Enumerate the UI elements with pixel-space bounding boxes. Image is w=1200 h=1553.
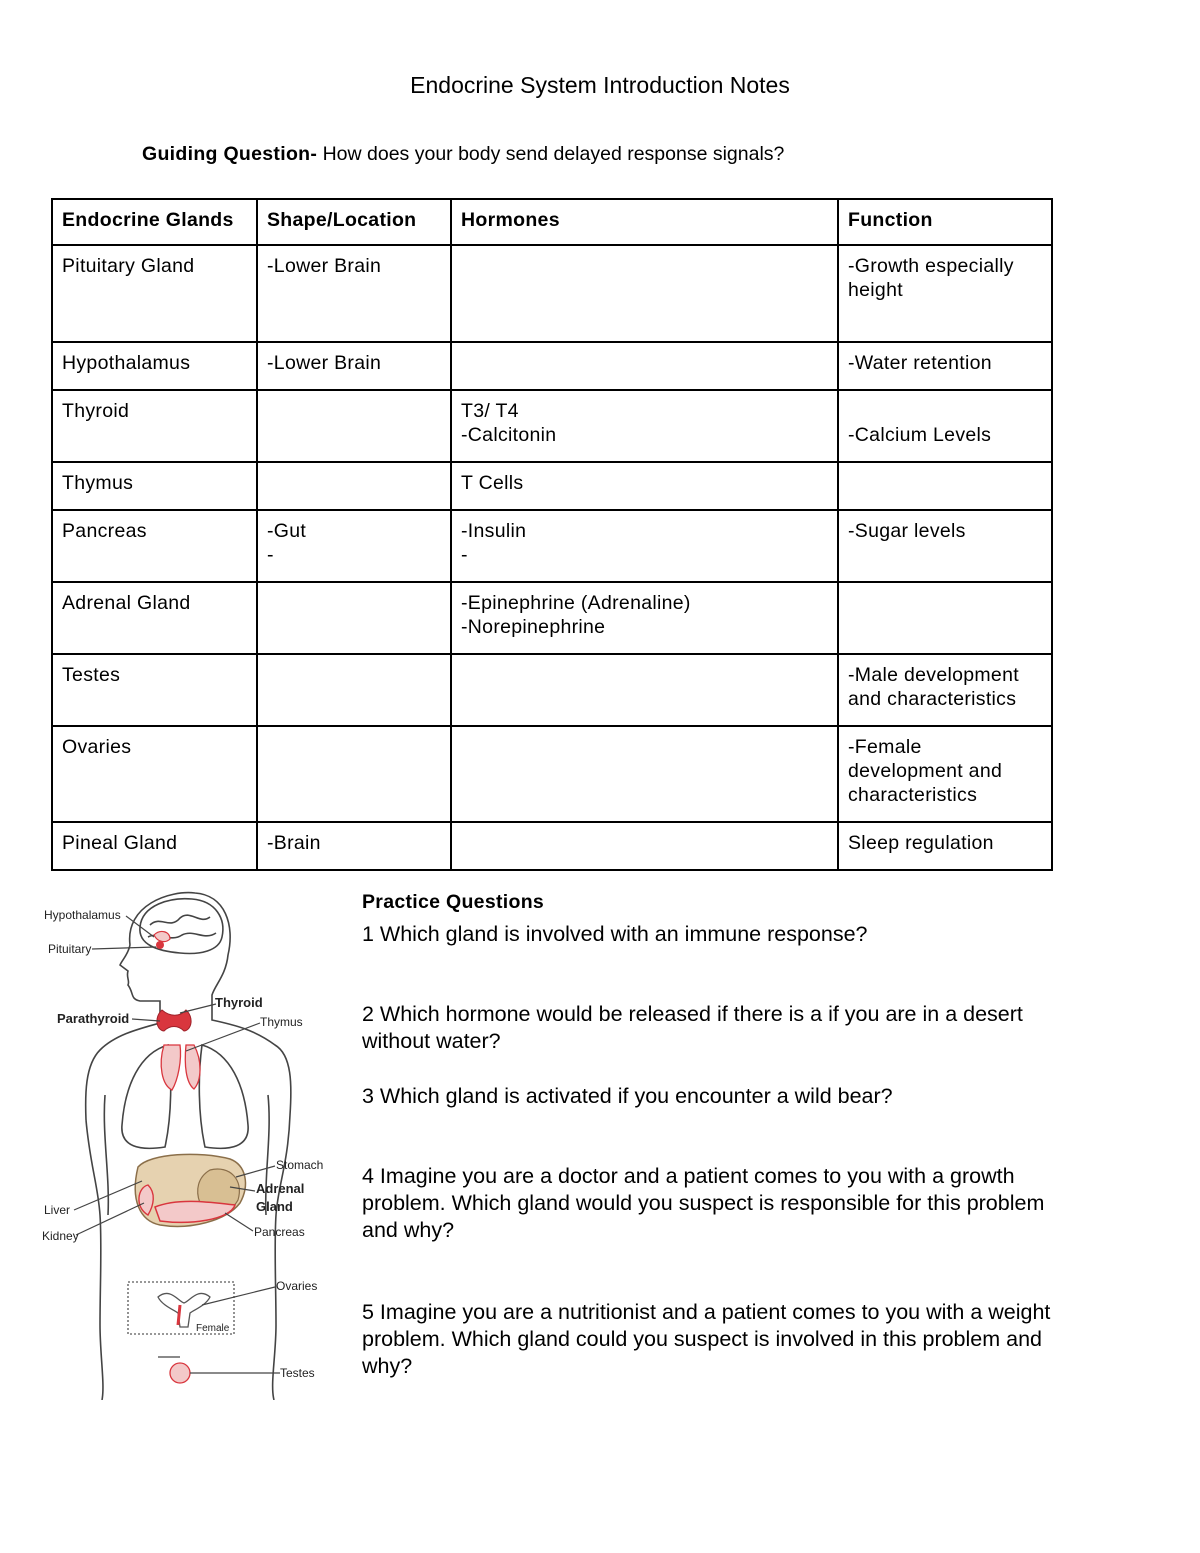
gland-location <box>257 822 451 870</box>
header-location: Shape/Location <box>257 199 451 245</box>
label-thymus: Thymus <box>260 1015 303 1029</box>
gland-hormones <box>451 510 838 582</box>
gland-location <box>257 726 451 822</box>
table-row <box>52 726 1052 822</box>
gland-name: Pituitary Gland <box>52 245 257 342</box>
practice-questions <box>362 891 1062 1378</box>
gland-function-line: -Water retention <box>848 352 992 374</box>
practice-question-5: 5 Imagine you are a nutritionist and a patient comes to you with a weight problem. Which gland could you suspect is involved in this problem and why? <box>362 1300 1051 1378</box>
header-function: Function <box>838 199 1052 245</box>
practice-question-1: 1 Which gland is involved with an immune response? <box>362 922 868 946</box>
gland-function <box>838 245 1052 342</box>
gland-hormones-line: -Insulin <box>461 520 527 542</box>
header-glands: Endocrine Glands <box>52 199 257 245</box>
gland-location <box>257 510 451 582</box>
table-row <box>52 342 1052 390</box>
gland-hormones-line: -Epinephrine (Adrenaline) <box>461 592 691 614</box>
table-row <box>52 654 1052 726</box>
label-female: Female <box>196 1323 230 1334</box>
guiding-question-label: Guiding Question- <box>142 143 318 165</box>
table-row <box>52 245 1052 342</box>
gland-function <box>838 582 1052 654</box>
gland-name: Thymus <box>52 462 257 510</box>
label-kidney: Kidney <box>42 1229 79 1243</box>
gland-location <box>257 342 451 390</box>
header-hormones: Hormones <box>451 199 838 245</box>
gland-name: Ovaries <box>52 726 257 822</box>
gland-name: Pineal Gland <box>52 822 257 870</box>
label-liver: Liver <box>44 1203 71 1217</box>
label-ovaries: Ovaries <box>276 1279 318 1293</box>
thyroid-shape <box>157 1010 191 1031</box>
gland-hormones-line: T3/ T4 <box>461 400 519 422</box>
torso-left <box>86 1120 103 1400</box>
gland-function-line: Sleep regulation <box>848 832 994 854</box>
label-hypothalamus: Hypothalamus <box>44 908 121 922</box>
gland-function <box>838 342 1052 390</box>
gland-function-line <box>848 399 1042 423</box>
gland-location <box>257 654 451 726</box>
thymus-shape <box>161 1045 200 1090</box>
uterus-shape <box>158 1293 210 1327</box>
practice-question-2: 2 Which hormone would be released if there is a if you are in a desert without water? <box>362 1002 1023 1053</box>
gland-name: Pancreas <box>52 510 257 582</box>
testes-shape <box>170 1363 190 1383</box>
gland-function <box>838 654 1052 726</box>
gland-location-line: -Brain <box>267 832 321 854</box>
gland-hormones <box>451 726 838 822</box>
gland-location-line: - <box>267 544 274 566</box>
table-row <box>52 510 1052 582</box>
page-title: Endocrine System Introduction Notes <box>410 72 790 98</box>
gland-location <box>257 462 451 510</box>
arm-right <box>266 1095 269 1215</box>
gland-function-line: -Growth especially height <box>848 255 1014 301</box>
gland-hormones-line: - <box>461 544 468 566</box>
gland-hormones <box>451 390 838 462</box>
gland-location <box>257 245 451 342</box>
gland-function-line: -Calcium Levels <box>848 424 992 446</box>
gland-hormones <box>451 245 838 342</box>
gland-location <box>257 390 451 462</box>
gland-function <box>838 510 1052 582</box>
gland-function <box>838 462 1052 510</box>
label-adrenal: Adrenal <box>256 1181 305 1196</box>
brain-outline <box>140 899 223 954</box>
guiding-question-text: How does your body send delayed response signals? <box>317 143 785 165</box>
lung-right <box>199 1045 248 1148</box>
gland-hormones <box>451 822 838 870</box>
gland-hormones <box>451 462 838 510</box>
label-pituitary: Pituitary <box>48 942 92 956</box>
practice-question-3: 3 Which gland is activated if you encounter a wild bear? <box>362 1084 893 1108</box>
label-gland: Gland <box>256 1199 293 1214</box>
endocrine-glands-table <box>51 198 1053 871</box>
gland-hormones <box>451 654 838 726</box>
label-stomach: Stomach <box>276 1158 324 1172</box>
gland-hormones-line: -Calcitonin <box>461 424 557 446</box>
gland-name: Adrenal Gland <box>52 582 257 654</box>
label-parathyroid: Parathyroid <box>57 1011 130 1026</box>
gland-name: Hypothalamus <box>52 342 257 390</box>
gland-function <box>838 822 1052 870</box>
gland-hormones-line: -Norepinephrine <box>461 616 606 638</box>
gland-location-line: -Lower Brain <box>267 352 382 374</box>
pancreas-shape <box>155 1201 235 1222</box>
gland-location-line: -Lower Brain <box>267 255 382 277</box>
gland-hormones-line: T Cells <box>461 472 524 494</box>
gland-hormones <box>451 582 838 654</box>
practice-question-4: 4 Imagine you are a doctor and a patient comes to you with a growth problem. Which gland would you suspect is responsible for this problem and why? <box>362 1164 1045 1242</box>
gland-function <box>838 390 1052 462</box>
table-row <box>52 390 1052 462</box>
gland-name: Testes <box>52 654 257 726</box>
gland-function-line: -Sugar levels <box>848 520 966 542</box>
gland-function <box>838 726 1052 822</box>
label-testes: Testes <box>280 1366 315 1380</box>
gland-location <box>257 582 451 654</box>
table-row <box>52 822 1052 870</box>
gland-name: Thyroid <box>52 390 257 462</box>
ovaries-highlight <box>178 1305 180 1325</box>
gland-function-line: -Male development and characteristics <box>848 664 1019 710</box>
table-row <box>52 462 1052 510</box>
guiding-question <box>142 143 784 166</box>
endocrine-system-diagram <box>30 885 340 1400</box>
gland-function-line: -Female development and characteristics <box>848 736 1003 806</box>
face-outline <box>86 945 160 1120</box>
label-thyroid: Thyroid <box>215 995 263 1010</box>
table-header-row <box>52 199 1052 245</box>
practice-heading: Practice Questions <box>362 891 545 913</box>
table-row <box>52 582 1052 654</box>
hypothalamus-shape <box>154 932 170 942</box>
head-outline <box>130 893 291 1115</box>
gland-hormones <box>451 342 838 390</box>
gland-location-line: -Gut <box>267 520 307 542</box>
label-pancreas: Pancreas <box>254 1225 305 1239</box>
